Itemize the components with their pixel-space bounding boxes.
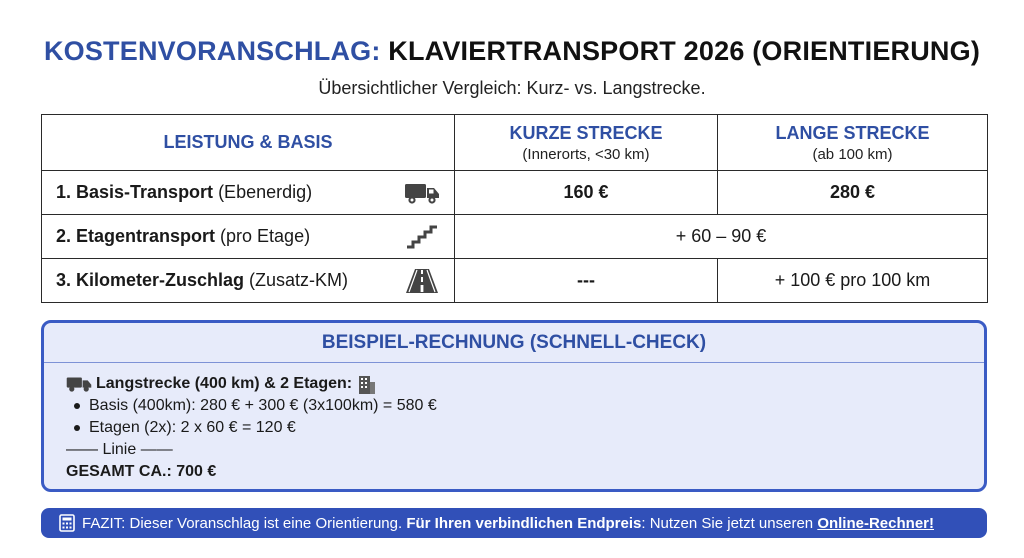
example-total: GESAMT CA.: 700 €: [66, 463, 217, 480]
row-label-rest: (Zusatz-KM): [244, 270, 349, 290]
row-label-rest: (Ebenerdig): [213, 182, 313, 202]
row-merged-value: + 60 – 90 €: [455, 215, 988, 259]
list-item-text: Basis (400km): 280 € + 300 € (3x100km) = 580 €: [89, 397, 437, 414]
page-title: [0, 36, 1024, 67]
header-basis: LEISTUNG & BASIS: [42, 115, 455, 171]
row-label: [42, 171, 455, 215]
list-item: [66, 417, 962, 439]
stairs-icon: [404, 224, 440, 250]
building-icon: [358, 374, 376, 394]
fazit-prefix: FAZIT: Dieser Voranschlag ist eine Orientierung.: [82, 514, 407, 532]
table-row: [42, 215, 988, 259]
example-title: BEISPIEL-RECHNUNG (SCHNELL-CHECK): [44, 323, 984, 363]
row-long-value: + 100 € pro 100 km: [718, 259, 988, 303]
bullet: [74, 403, 80, 409]
table-row: [42, 259, 988, 303]
row-label-bold: 3. Kilometer-Zuschlag: [56, 270, 245, 290]
example-divider: —— Linie ——: [66, 441, 173, 458]
row-label-bold: 2. Etagentransport: [56, 226, 216, 246]
row-label: [42, 215, 455, 259]
row-label-rest: (pro Etage): [215, 226, 311, 246]
list-item: [66, 395, 962, 417]
row-label-bold: 1. Basis-Transport: [56, 182, 214, 202]
header-long: [718, 115, 988, 171]
row-long-value: 280 €: [718, 171, 988, 215]
bullet: [74, 425, 80, 431]
calculator-icon: [59, 514, 75, 532]
row-label: [42, 259, 455, 303]
example-heading: [66, 373, 962, 395]
header-short-title: KURZE STRECKE: [509, 122, 663, 143]
header-long-title: LANGE STRECKE: [775, 122, 930, 143]
fazit-banner: [41, 508, 987, 538]
truck-icon: [404, 180, 440, 206]
online-rechner-link[interactable]: Online-Rechner!: [817, 514, 934, 532]
page-subtitle: Übersichtlicher Vergleich: Kurz- vs. Langstrecke.: [318, 78, 706, 98]
truck-icon: [66, 375, 92, 393]
example-body: [44, 363, 984, 483]
road-icon: [404, 268, 440, 294]
cost-table: [41, 114, 988, 303]
row-short-value: ---: [455, 259, 718, 303]
title-rest: KLAVIERTRANSPORT 2026 (ORIENTIERUNG): [388, 36, 981, 66]
row-short-value: 160 €: [455, 171, 718, 215]
fazit-bold: Für Ihren verbindlichen Endpreis: [406, 514, 642, 532]
example-heading-text: Langstrecke (400 km) & 2 Etagen:: [96, 375, 353, 392]
title-accent: KOSTENVORANSCHLAG:: [43, 36, 381, 66]
table-row: [42, 171, 988, 215]
table-header-row: [42, 115, 988, 171]
fazit-middle: : Nutzen Sie jetzt unseren: [641, 514, 818, 532]
header-long-sub: (ab 100 km): [812, 145, 893, 163]
header-short-sub: (Innerorts, <30 km): [522, 145, 650, 163]
list-item-text: Etagen (2x): 2 x 60 € = 120 €: [89, 419, 296, 436]
header-short: [455, 115, 718, 171]
example-panel: [41, 320, 987, 492]
